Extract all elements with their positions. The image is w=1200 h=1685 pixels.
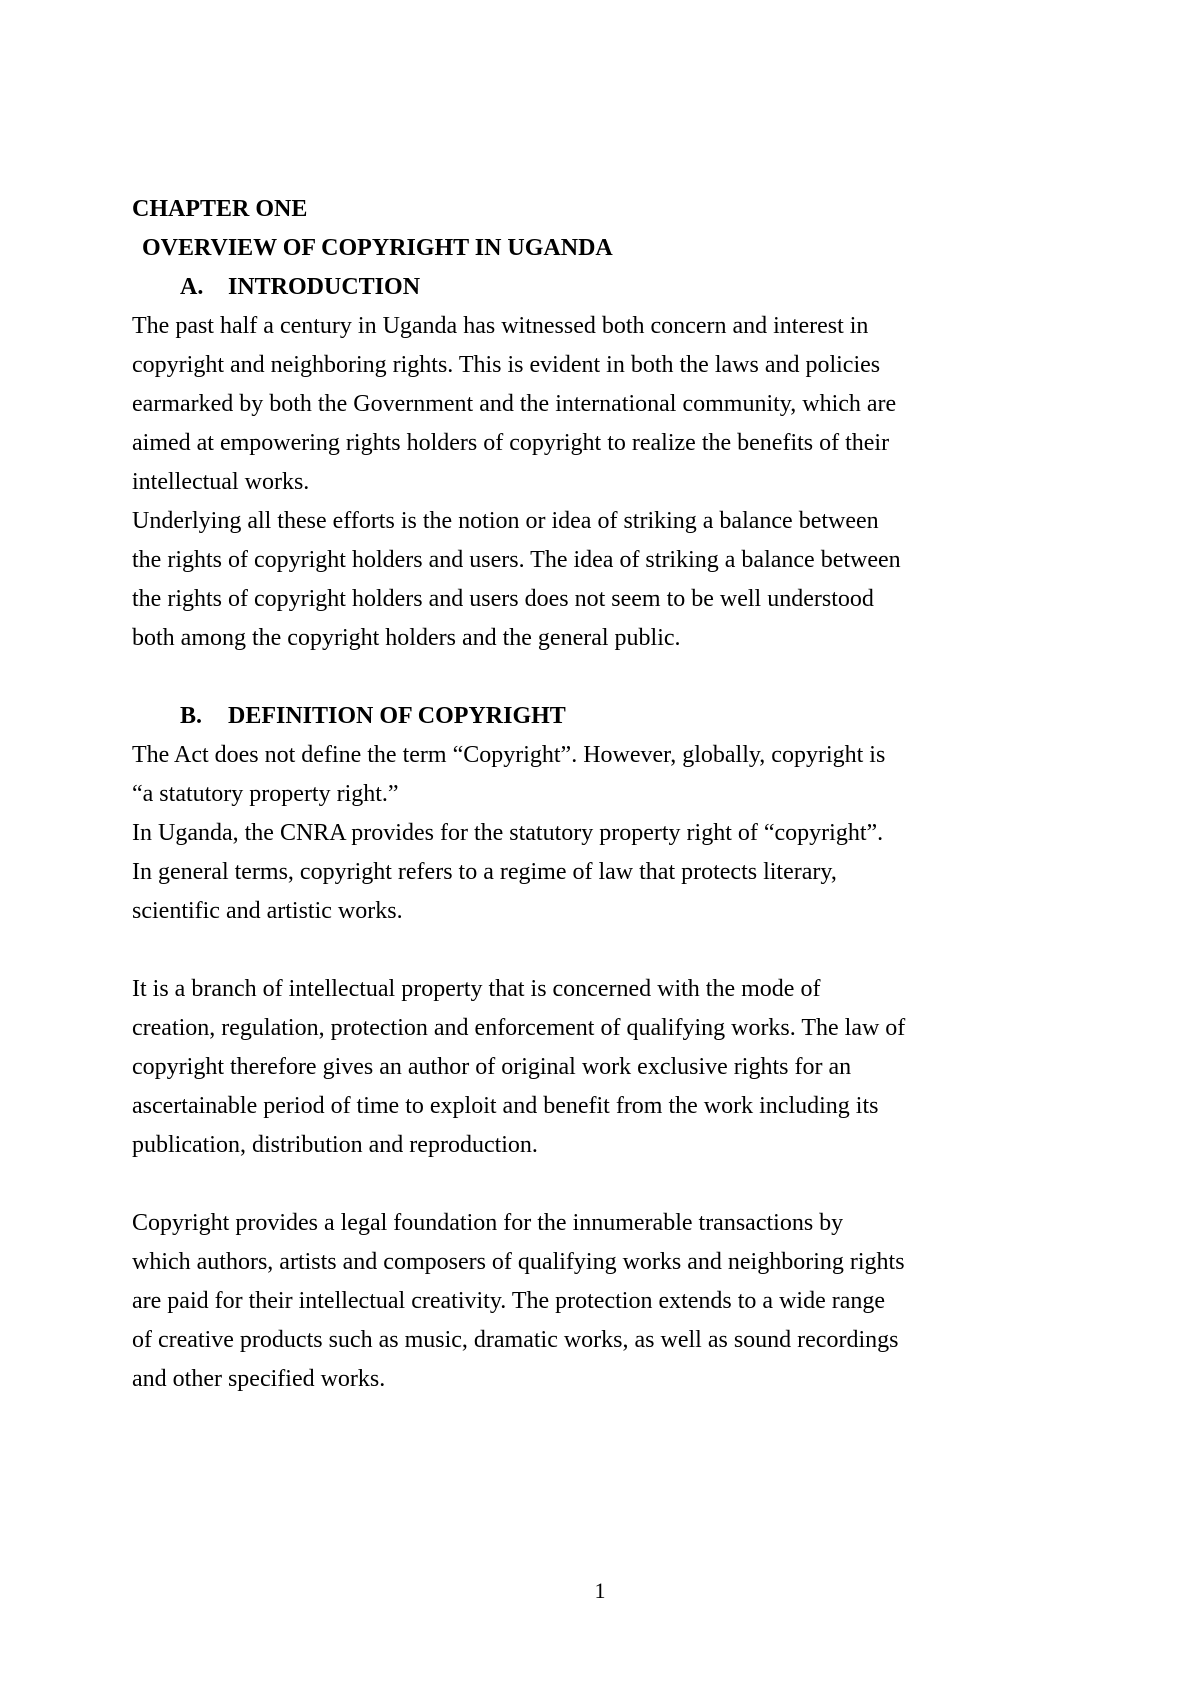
section-b-block-3 [132, 1204, 1092, 1399]
section-b-heading [132, 697, 1092, 736]
paragraph-line: aimed at empowering rights holders of copyright to realize the benefits of their [132, 430, 890, 456]
section-a-title: INTRODUCTION [228, 274, 421, 300]
section-a-marker: A. [180, 274, 204, 300]
paragraph-line: The past half a century in Uganda has witnessed both concern and interest in [132, 313, 869, 339]
paragraph-line: scientific and artistic works. [132, 898, 403, 924]
chapter-title: CHAPTER ONE [132, 196, 308, 222]
paragraph-line: intellectual works. [132, 469, 310, 495]
paragraph-line: Copyright provides a legal foundation for the innumerable transactions by [132, 1210, 844, 1236]
section-b-block-2 [132, 970, 1092, 1165]
paragraph-line: which authors, artists and composers of qualifying works and neighboring rights [132, 1249, 905, 1275]
section-a-heading [132, 268, 1092, 307]
paragraph-line: earmarked by both the Government and the international community, which are [132, 391, 897, 417]
paragraph-line: the rights of copyright holders and users. The idea of striking a balance between [132, 547, 901, 573]
section-b-marker: B. [180, 703, 203, 729]
blank-line [132, 1165, 1092, 1204]
paragraph-line: “a statutory property right.” [132, 781, 399, 807]
paragraph-line: of creative products such as music, dramatic works, as well as sound recordings [132, 1327, 899, 1353]
paragraph-line: copyright therefore gives an author of original work exclusive rights for an [132, 1054, 852, 1080]
paragraph-line: creation, regulation, protection and enforcement of qualifying works. The law of [132, 1015, 906, 1041]
paragraph-line: copyright and neighboring rights. This is evident in both the laws and policies [132, 352, 881, 378]
section-b-block-1 [132, 736, 1092, 931]
paragraph-line: In general terms, copyright refers to a regime of law that protects literary, [132, 859, 837, 885]
page-content [132, 190, 1092, 1399]
paragraph-line: both among the copyright holders and the general public. [132, 625, 681, 651]
paragraph-line: the rights of copyright holders and users does not seem to be well understood [132, 586, 874, 612]
paragraph-line: ascertainable period of time to exploit and benefit from the work including its [132, 1093, 879, 1119]
paragraph-line: publication, distribution and reproduction. [132, 1132, 538, 1158]
paragraph-line: Underlying all these efforts is the notion or idea of striking a balance between [132, 508, 879, 534]
chapter-subtitle: OVERVIEW OF COPYRIGHT IN UGANDA [142, 235, 613, 261]
paragraph-line: It is a branch of intellectual property that is concerned with the mode of [132, 976, 821, 1002]
blank-line [132, 658, 1092, 697]
section-a-body [132, 307, 1092, 658]
paragraph-line: and other specified works. [132, 1366, 386, 1392]
blank-line [132, 931, 1092, 970]
paragraph-line: The Act does not define the term “Copyright”. However, globally, copyright is [132, 742, 886, 768]
page-number: 1 [594, 1578, 606, 1603]
section-b-title: DEFINITION OF COPYRIGHT [228, 703, 566, 729]
paragraph-line: are paid for their intellectual creativity. The protection extends to a wide range [132, 1288, 886, 1314]
paragraph-line: In Uganda, the CNRA provides for the statutory property right of “copyright”. [132, 820, 884, 846]
